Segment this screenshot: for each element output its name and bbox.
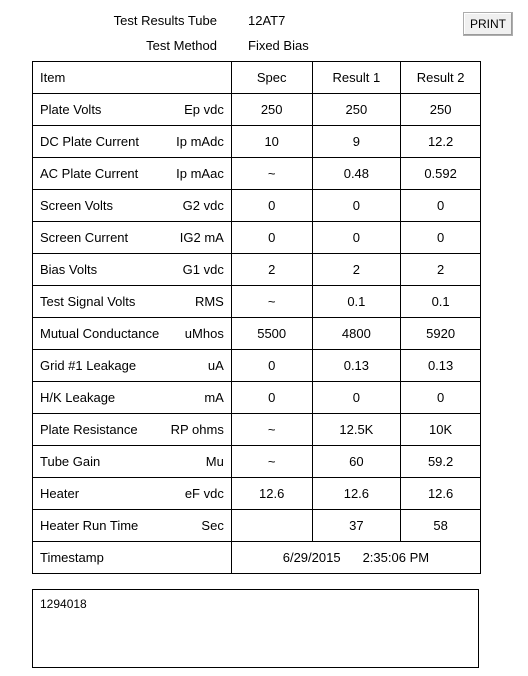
tube-value: 12AT7: [248, 13, 286, 28]
row-item-unit: RP ohms: [170, 422, 224, 437]
row-result-2: 0: [401, 382, 481, 414]
row-item-name: Heater Run Time: [40, 518, 139, 533]
row-item-name: Bias Volts: [40, 262, 98, 277]
row-item: [33, 126, 232, 158]
row-result-1: 0: [312, 382, 401, 414]
row-result-1: 37: [312, 510, 401, 542]
row-item-name: DC Plate Current: [40, 134, 139, 149]
row-item-name: AC Plate Current: [40, 166, 139, 181]
row-item-unit: eF vdc: [184, 486, 224, 501]
method-label: Test Method: [146, 38, 217, 53]
row-spec: 0: [231, 382, 312, 414]
notes-box[interactable]: [32, 589, 479, 668]
row-item-unit: Ep vdc: [184, 102, 224, 117]
column-header-result-1: Result 1: [312, 62, 401, 94]
row-item-unit: uA: [207, 358, 224, 373]
table-row: [33, 126, 481, 158]
row-result-2: 5920: [401, 318, 481, 350]
row-result-1: 2: [312, 254, 401, 286]
row-result-1: 0.48: [312, 158, 401, 190]
row-item-name: Screen Current: [40, 230, 129, 245]
table-row: [33, 222, 481, 254]
row-spec: 12.6: [231, 478, 312, 510]
row-item: [33, 254, 232, 286]
row-spec: ~: [231, 286, 312, 318]
timestamp-label: Timestamp: [40, 550, 104, 565]
row-result-2: 12.6: [401, 478, 481, 510]
print-button[interactable]: PRINT: [463, 12, 513, 36]
row-item-name: Heater: [40, 486, 80, 501]
row-item-name: Tube Gain: [40, 454, 101, 469]
row-result-2: 0: [401, 190, 481, 222]
row-result-2: 58: [401, 510, 481, 542]
notes-text: 1294018: [40, 597, 87, 611]
table-header-row: [33, 62, 481, 94]
row-item-unit: uMhos: [184, 326, 224, 341]
table-row: [33, 446, 481, 478]
method-value: Fixed Bias: [248, 38, 309, 53]
table-row: [33, 318, 481, 350]
row-item: [33, 222, 232, 254]
row-item: [33, 350, 232, 382]
tube-label: Test Results Tube: [113, 13, 217, 28]
table-row: [33, 254, 481, 286]
row-result-2: 12.2: [401, 126, 481, 158]
row-result-2: 0.592: [401, 158, 481, 190]
row-result-2: 250: [401, 94, 481, 126]
row-spec: 0: [231, 190, 312, 222]
table-row: [33, 382, 481, 414]
timestamp-time: 2:35:06 PM: [362, 550, 430, 565]
row-result-2: 0.1: [401, 286, 481, 318]
table-row: [33, 414, 481, 446]
row-result-1: 12.6: [312, 478, 401, 510]
row-spec: 10: [231, 126, 312, 158]
row-item: [33, 190, 232, 222]
table-row: [33, 350, 481, 382]
table-row: [33, 94, 481, 126]
row-item: [33, 158, 232, 190]
row-item: [33, 510, 232, 542]
row-result-1: 4800: [312, 318, 401, 350]
row-result-1: 9: [312, 126, 401, 158]
row-spec: ~: [231, 158, 312, 190]
row-item-unit: Ip mAac: [176, 166, 224, 181]
row-result-2: 0: [401, 222, 481, 254]
row-spec: 2: [231, 254, 312, 286]
table-row: [33, 190, 481, 222]
row-spec: ~: [231, 414, 312, 446]
row-result-1: 250: [312, 94, 401, 126]
timestamp-date: 6/29/2015: [282, 550, 341, 565]
timestamp-label-cell: [33, 542, 232, 574]
row-result-1: 0: [312, 222, 401, 254]
results-table: [32, 61, 481, 574]
row-item-unit: Mu: [205, 454, 224, 469]
row-item-unit: IG2 mA: [179, 230, 224, 245]
table-row: [33, 478, 481, 510]
row-result-2: 59.2: [401, 446, 481, 478]
row-item-name: Screen Volts: [40, 198, 113, 213]
row-item-name: Mutual Conductance: [40, 326, 160, 341]
row-spec: 0: [231, 350, 312, 382]
row-spec: 250: [231, 94, 312, 126]
row-result-2: 10K: [401, 414, 481, 446]
row-result-1: 0: [312, 190, 401, 222]
row-item: [33, 318, 232, 350]
row-result-2: 2: [401, 254, 481, 286]
row-item: [33, 446, 232, 478]
row-item-unit: G2 vdc: [182, 198, 224, 213]
row-spec: ~: [231, 446, 312, 478]
row-item-name: Plate Resistance: [40, 422, 138, 437]
row-item-name: Test Signal Volts: [40, 294, 136, 309]
timestamp-value: [231, 542, 480, 574]
row-item-name: Plate Volts: [40, 102, 102, 117]
row-item: [33, 382, 232, 414]
row-item: [33, 286, 232, 318]
row-result-1: 60: [312, 446, 401, 478]
column-header-result-2: Result 2: [401, 62, 481, 94]
column-header-spec: Spec: [231, 62, 312, 94]
row-item-name: Grid #1 Leakage: [40, 358, 137, 373]
row-result-1: 12.5K: [312, 414, 401, 446]
row-spec: 5500: [231, 318, 312, 350]
row-item-unit: mA: [204, 390, 224, 405]
row-item-unit: Ip mAdc: [176, 134, 224, 149]
table-row: [33, 158, 481, 190]
row-item-unit: Sec: [201, 518, 224, 533]
row-item-unit: RMS: [194, 294, 224, 309]
row-result-1: 0.1: [312, 286, 401, 318]
row-spec: [231, 510, 312, 542]
row-result-1: 0.13: [312, 350, 401, 382]
column-header-item: Item: [33, 62, 232, 94]
row-item: [33, 478, 232, 510]
row-item-unit: G1 vdc: [182, 262, 224, 277]
row-item-name: H/K Leakage: [40, 390, 116, 405]
row-result-2: 0.13: [401, 350, 481, 382]
row-spec: 0: [231, 222, 312, 254]
row-item: [33, 414, 232, 446]
timestamp-row: [33, 542, 481, 574]
table-row: [33, 286, 481, 318]
table-row: [33, 510, 481, 542]
row-item: [33, 94, 232, 126]
